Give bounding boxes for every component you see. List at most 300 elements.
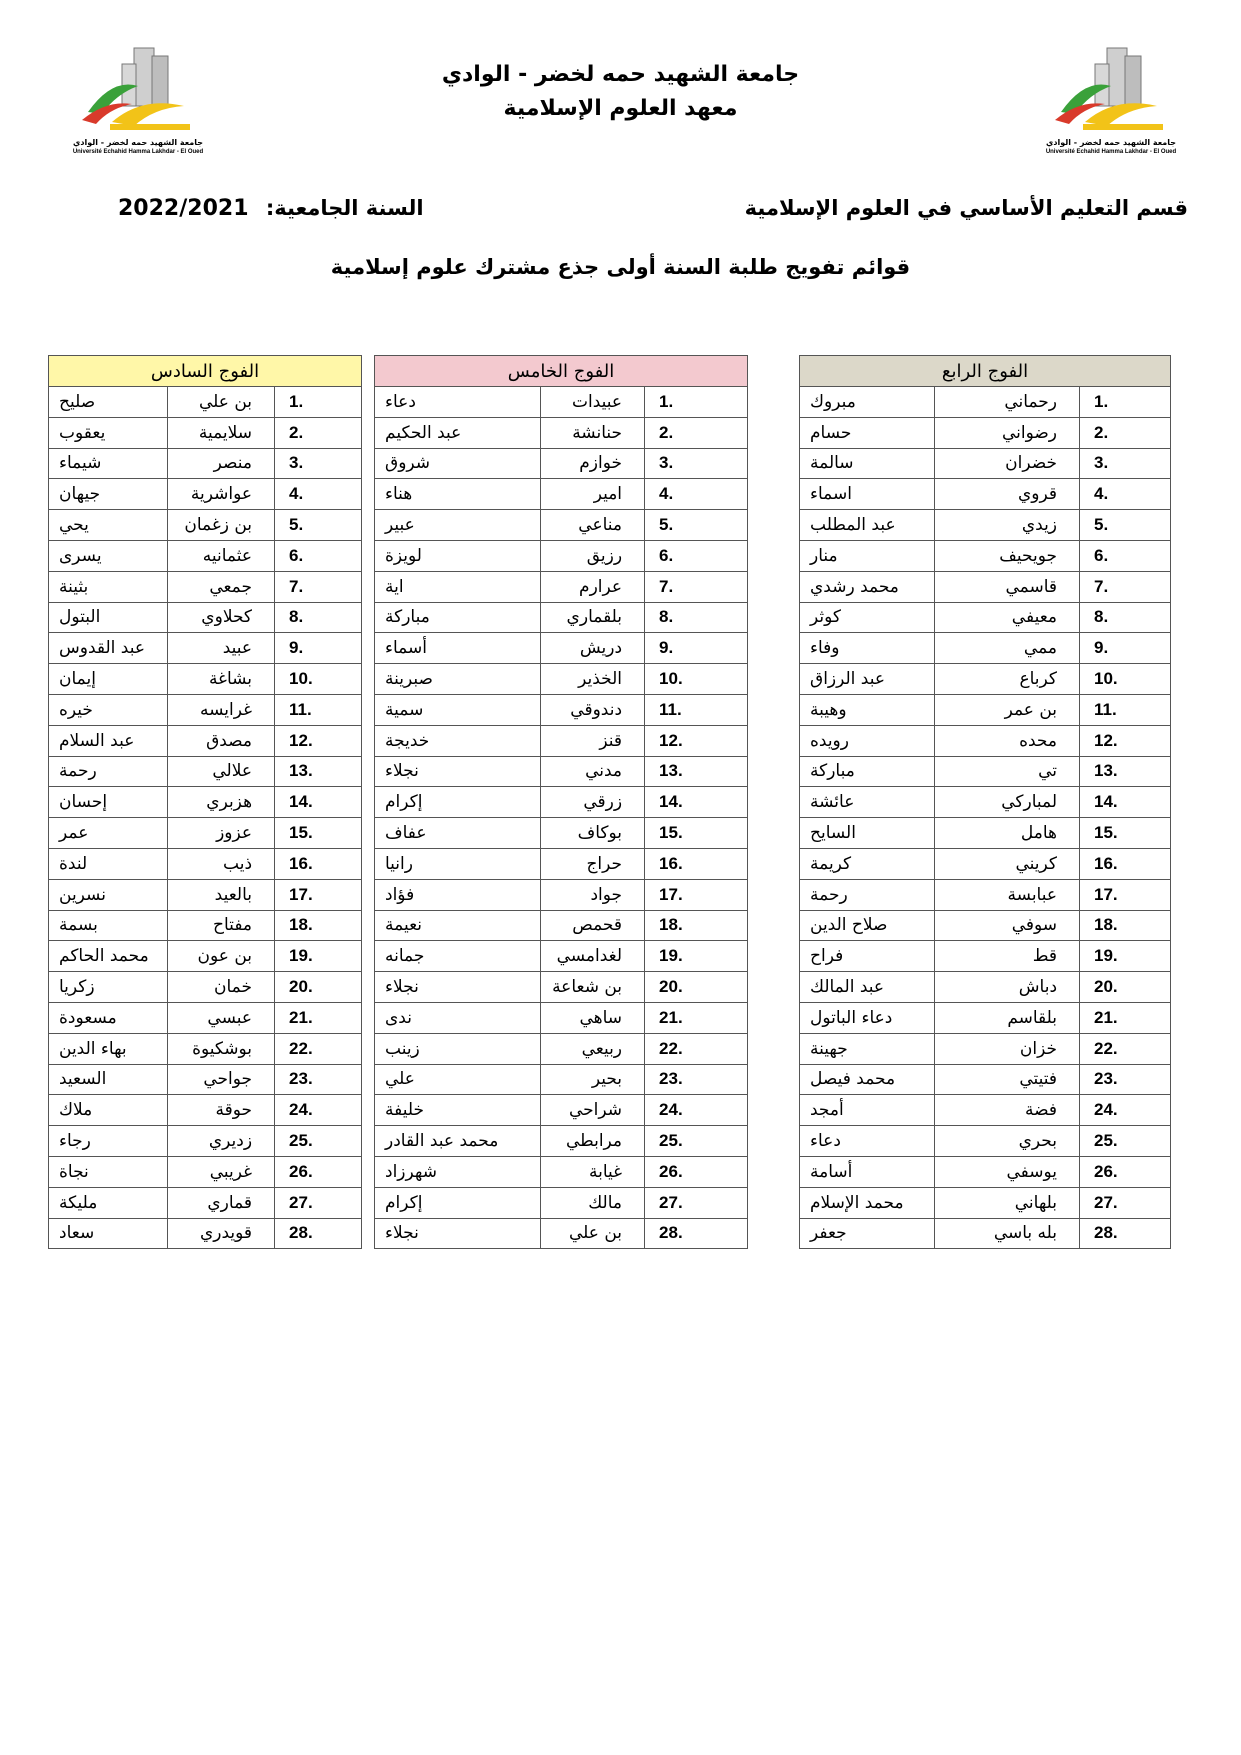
first-name: ندى xyxy=(375,1002,541,1033)
table-row xyxy=(800,910,1171,941)
row-number: 9. xyxy=(645,633,748,664)
row-number: 26. xyxy=(1080,1156,1171,1187)
row-number: 21. xyxy=(275,1002,362,1033)
last-name: معيفي xyxy=(935,602,1080,633)
row-number: 19. xyxy=(645,941,748,972)
last-name: مرابطي xyxy=(541,1126,645,1157)
logo-caption-french: Université Echahid Hamma Lakhdar - El Oued xyxy=(1045,149,1177,155)
table-row xyxy=(375,879,748,910)
first-name: نجلاء xyxy=(375,1218,541,1249)
row-number: 11. xyxy=(1080,694,1171,725)
table-row xyxy=(49,1156,362,1187)
last-name: حنانشة xyxy=(541,417,645,448)
first-name: مليكة xyxy=(49,1187,168,1218)
last-name: غريبي xyxy=(168,1156,275,1187)
last-name: قروي xyxy=(935,479,1080,510)
last-name: بوشكيوة xyxy=(168,1033,275,1064)
row-number: 2. xyxy=(275,417,362,448)
group-title: الفوج السادس xyxy=(49,356,362,387)
row-number: 3. xyxy=(645,448,748,479)
row-number: 19. xyxy=(1080,941,1171,972)
group-4-table xyxy=(799,355,1171,1249)
table-row xyxy=(375,694,748,725)
table-row xyxy=(800,1002,1171,1033)
last-name: جويحيف xyxy=(935,540,1080,571)
table-row xyxy=(49,510,362,541)
first-name: دعاء xyxy=(800,1126,935,1157)
table-row xyxy=(375,756,748,787)
group-5-table xyxy=(374,355,748,1249)
first-name: خيره xyxy=(49,694,168,725)
row-number: 27. xyxy=(645,1187,748,1218)
row-number: 28. xyxy=(1080,1218,1171,1249)
first-name: بسمة xyxy=(49,910,168,941)
table-row xyxy=(49,972,362,1003)
first-name: ملاك xyxy=(49,1095,168,1126)
group-rows xyxy=(800,387,1171,1249)
last-name: هامل xyxy=(935,818,1080,849)
last-name: بن علي xyxy=(541,1218,645,1249)
row-number: 4. xyxy=(275,479,362,510)
department-name: قسم التعليم الأساسي في العلوم الإسلامية xyxy=(744,196,1188,220)
last-name: دريش xyxy=(541,633,645,664)
logo-caption-arabic: جامعة الشهيد حمه لخضر - الوادي xyxy=(73,138,203,147)
first-name: يحي xyxy=(49,510,168,541)
row-number: 19. xyxy=(275,941,362,972)
row-number: 23. xyxy=(1080,1064,1171,1095)
last-name: ساهي xyxy=(541,1002,645,1033)
table-row xyxy=(375,941,748,972)
table-row xyxy=(49,910,362,941)
last-name: محده xyxy=(935,725,1080,756)
table-row xyxy=(49,941,362,972)
last-name: قنز xyxy=(541,725,645,756)
table-row xyxy=(49,756,362,787)
group-title: الفوج الرابع xyxy=(800,356,1171,387)
first-name: نسرين xyxy=(49,879,168,910)
table-row xyxy=(375,1156,748,1187)
academic-year xyxy=(118,196,424,221)
last-name: خزان xyxy=(935,1033,1080,1064)
first-name: هناء xyxy=(375,479,541,510)
first-name: البتول xyxy=(49,602,168,633)
row-number: 15. xyxy=(275,818,362,849)
table-row xyxy=(800,756,1171,787)
last-name: غرايسه xyxy=(168,694,275,725)
table-row xyxy=(49,387,362,418)
first-name: مباركة xyxy=(800,756,935,787)
table-row xyxy=(800,848,1171,879)
table-row xyxy=(49,664,362,695)
page-title: قوائم تفويج طلبة السنة أولى جذع مشترك علوم إسلامية xyxy=(330,255,911,279)
row-number: 22. xyxy=(645,1033,748,1064)
first-name: سالمة xyxy=(800,448,935,479)
row-number: 5. xyxy=(1080,510,1171,541)
last-name: عبسي xyxy=(168,1002,275,1033)
first-name: يعقوب xyxy=(49,417,168,448)
last-name: دباش xyxy=(935,972,1080,1003)
university-logo-icon xyxy=(1045,42,1177,138)
row-number: 1. xyxy=(275,387,362,418)
first-name: إيمان xyxy=(49,664,168,695)
table-row xyxy=(375,972,748,1003)
first-name: السايح xyxy=(800,818,935,849)
first-name: رويده xyxy=(800,725,935,756)
last-name: كحلاوي xyxy=(168,602,275,633)
row-number: 6. xyxy=(275,540,362,571)
last-name: مناعي xyxy=(541,510,645,541)
first-name: نجاة xyxy=(49,1156,168,1187)
table-row xyxy=(49,1002,362,1033)
first-name: شهرزاد xyxy=(375,1156,541,1187)
first-name: صلاح الدين xyxy=(800,910,935,941)
row-number: 14. xyxy=(1080,787,1171,818)
row-number: 4. xyxy=(645,479,748,510)
first-name: شروق xyxy=(375,448,541,479)
first-name: جمانه xyxy=(375,941,541,972)
table-row xyxy=(800,1095,1171,1126)
table-row xyxy=(49,633,362,664)
table-row xyxy=(800,694,1171,725)
row-number: 27. xyxy=(1080,1187,1171,1218)
table-row xyxy=(800,448,1171,479)
table-row xyxy=(375,417,748,448)
last-name: قويدري xyxy=(168,1218,275,1249)
last-name: بن زغمان xyxy=(168,510,275,541)
last-name: مالك xyxy=(541,1187,645,1218)
row-number: 22. xyxy=(1080,1033,1171,1064)
table-row xyxy=(49,1033,362,1064)
table-row xyxy=(49,479,362,510)
row-number: 5. xyxy=(645,510,748,541)
last-name: رضواني xyxy=(935,417,1080,448)
table-row xyxy=(49,848,362,879)
first-name: فراح xyxy=(800,941,935,972)
last-name: ممي xyxy=(935,633,1080,664)
first-name: اية xyxy=(375,571,541,602)
last-name: خوازم xyxy=(541,448,645,479)
group-rows xyxy=(49,387,362,1249)
table-row xyxy=(800,787,1171,818)
first-name: إكرام xyxy=(375,787,541,818)
row-number: 14. xyxy=(275,787,362,818)
table-row xyxy=(49,571,362,602)
last-name: سوفي xyxy=(935,910,1080,941)
row-number: 15. xyxy=(645,818,748,849)
first-name: عمر xyxy=(49,818,168,849)
row-number: 28. xyxy=(275,1218,362,1249)
last-name: سلايمية xyxy=(168,417,275,448)
row-number: 1. xyxy=(645,387,748,418)
table-row xyxy=(800,602,1171,633)
last-name: بالعيد xyxy=(168,879,275,910)
last-name: الخذير xyxy=(541,664,645,695)
last-name: رزيق xyxy=(541,540,645,571)
table-row xyxy=(49,1187,362,1218)
logo-caption-french: Université Echahid Hamma Lakhdar - El Oued xyxy=(72,149,204,155)
last-name: زيدي xyxy=(935,510,1080,541)
table-row xyxy=(375,1002,748,1033)
last-name: خمان xyxy=(168,972,275,1003)
last-name: رحماني xyxy=(935,387,1080,418)
table-row xyxy=(49,694,362,725)
last-name: فتيتي xyxy=(935,1064,1080,1095)
first-name: وفاء xyxy=(800,633,935,664)
row-number: 20. xyxy=(1080,972,1171,1003)
last-name: عبيد xyxy=(168,633,275,664)
first-name: جهينة xyxy=(800,1033,935,1064)
last-name: دندوقي xyxy=(541,694,645,725)
table-row xyxy=(375,540,748,571)
table-row xyxy=(49,602,362,633)
last-name: بلقماري xyxy=(541,602,645,633)
first-name: إحسان xyxy=(49,787,168,818)
table-row xyxy=(49,417,362,448)
row-number: 16. xyxy=(275,848,362,879)
row-number: 20. xyxy=(645,972,748,1003)
table-row xyxy=(800,941,1171,972)
row-number: 7. xyxy=(645,571,748,602)
row-number: 26. xyxy=(645,1156,748,1187)
last-name: كريني xyxy=(935,848,1080,879)
row-number: 12. xyxy=(1080,725,1171,756)
first-name: لندة xyxy=(49,848,168,879)
first-name: عبد الحكيم xyxy=(375,417,541,448)
last-name: بن عمر xyxy=(935,694,1080,725)
last-name: بن عون xyxy=(168,941,275,972)
last-name: عبابسة xyxy=(935,879,1080,910)
first-name: محمد فيصل xyxy=(800,1064,935,1095)
first-name: زكريا xyxy=(49,972,168,1003)
table-row xyxy=(375,725,748,756)
last-name: عبيدات xyxy=(541,387,645,418)
first-name: مباركة xyxy=(375,602,541,633)
table-row xyxy=(800,633,1171,664)
last-name: حوقة xyxy=(168,1095,275,1126)
last-name: بحري xyxy=(935,1126,1080,1157)
row-number: 8. xyxy=(275,602,362,633)
table-row xyxy=(375,1095,748,1126)
table-row xyxy=(49,1064,362,1095)
first-name: كوثر xyxy=(800,602,935,633)
table-row xyxy=(375,1218,748,1249)
first-name: مبروك xyxy=(800,387,935,418)
table-row xyxy=(800,540,1171,571)
row-number: 18. xyxy=(645,910,748,941)
table-row xyxy=(800,1126,1171,1157)
row-number: 10. xyxy=(1080,664,1171,695)
first-name: صليح xyxy=(49,387,168,418)
row-number: 25. xyxy=(1080,1126,1171,1157)
table-row xyxy=(800,387,1171,418)
last-name: يوسفي xyxy=(935,1156,1080,1187)
first-name: زينب xyxy=(375,1033,541,1064)
row-number: 8. xyxy=(645,602,748,633)
row-number: 1. xyxy=(1080,387,1171,418)
table-row xyxy=(800,1033,1171,1064)
first-name: صبرينة xyxy=(375,664,541,695)
first-name: أسماء xyxy=(375,633,541,664)
table-row xyxy=(49,1095,362,1126)
first-name: خديجة xyxy=(375,725,541,756)
last-name: منصر xyxy=(168,448,275,479)
first-name: يسرى xyxy=(49,540,168,571)
table-row xyxy=(375,1064,748,1095)
row-number: 12. xyxy=(275,725,362,756)
last-name: ذيب xyxy=(168,848,275,879)
table-row xyxy=(375,387,748,418)
first-name: نجلاء xyxy=(375,972,541,1003)
row-number: 13. xyxy=(275,756,362,787)
first-name: إكرام xyxy=(375,1187,541,1218)
first-name: محمد رشدي xyxy=(800,571,935,602)
last-name: بحير xyxy=(541,1064,645,1095)
table-row xyxy=(800,1218,1171,1249)
last-name: زديري xyxy=(168,1126,275,1157)
last-name: عثمانيه xyxy=(168,540,275,571)
table-row xyxy=(800,664,1171,695)
table-row xyxy=(375,448,748,479)
last-name: غيابة xyxy=(541,1156,645,1187)
row-number: 7. xyxy=(1080,571,1171,602)
first-name: محمد الحاكم xyxy=(49,941,168,972)
first-name: دعاء الباتول xyxy=(800,1002,935,1033)
last-name: كرباع xyxy=(935,664,1080,695)
first-name: جعفر xyxy=(800,1218,935,1249)
table-row xyxy=(49,818,362,849)
table-row xyxy=(800,818,1171,849)
first-name: عبد القدوس xyxy=(49,633,168,664)
table-row xyxy=(49,1126,362,1157)
first-name: رانيا xyxy=(375,848,541,879)
row-number: 23. xyxy=(645,1064,748,1095)
row-number: 24. xyxy=(645,1095,748,1126)
last-name: بله باسي xyxy=(935,1218,1080,1249)
row-number: 21. xyxy=(1080,1002,1171,1033)
first-name: عائشة xyxy=(800,787,935,818)
last-name: قماري xyxy=(168,1187,275,1218)
last-name: بلقاسم xyxy=(935,1002,1080,1033)
last-name: جمعي xyxy=(168,571,275,602)
row-number: 25. xyxy=(275,1126,362,1157)
table-row xyxy=(49,879,362,910)
first-name: نعيمة xyxy=(375,910,541,941)
last-name: بن علي xyxy=(168,387,275,418)
first-name: شيماء xyxy=(49,448,168,479)
row-number: 4. xyxy=(1080,479,1171,510)
table-row xyxy=(800,725,1171,756)
first-name: عبد المطلب xyxy=(800,510,935,541)
group-title: الفوج الخامس xyxy=(375,356,748,387)
row-number: 13. xyxy=(645,756,748,787)
row-number: 18. xyxy=(275,910,362,941)
table-row xyxy=(800,479,1171,510)
row-number: 2. xyxy=(645,417,748,448)
row-number: 8. xyxy=(1080,602,1171,633)
last-name: عزوز xyxy=(168,818,275,849)
table-row xyxy=(800,1156,1171,1187)
row-number: 24. xyxy=(1080,1095,1171,1126)
first-name: عبد الرزاق xyxy=(800,664,935,695)
table-row xyxy=(375,818,748,849)
row-number: 7. xyxy=(275,571,362,602)
first-name: عبد السلام xyxy=(49,725,168,756)
last-name: زرقي xyxy=(541,787,645,818)
row-number: 25. xyxy=(645,1126,748,1157)
table-row xyxy=(800,417,1171,448)
last-name: مفتاح xyxy=(168,910,275,941)
row-number: 27. xyxy=(275,1187,362,1218)
row-number: 16. xyxy=(1080,848,1171,879)
table-row xyxy=(49,540,362,571)
institute-name: معهد العلوم الإسلامية xyxy=(503,96,738,121)
row-number: 17. xyxy=(275,879,362,910)
university-logo-icon xyxy=(72,42,204,138)
table-row xyxy=(375,510,748,541)
row-number: 9. xyxy=(275,633,362,664)
first-name: كريمة xyxy=(800,848,935,879)
first-name: خليفة xyxy=(375,1095,541,1126)
first-name: حسام xyxy=(800,417,935,448)
row-number: 9. xyxy=(1080,633,1171,664)
row-number: 15. xyxy=(1080,818,1171,849)
row-number: 14. xyxy=(645,787,748,818)
row-number: 12. xyxy=(645,725,748,756)
row-number: 2. xyxy=(1080,417,1171,448)
row-number: 6. xyxy=(1080,540,1171,571)
row-number: 22. xyxy=(275,1033,362,1064)
row-number: 3. xyxy=(275,448,362,479)
first-name: سعاد xyxy=(49,1218,168,1249)
first-name: دعاء xyxy=(375,387,541,418)
table-row xyxy=(375,602,748,633)
table-row xyxy=(49,1218,362,1249)
table-row xyxy=(375,1187,748,1218)
first-name: بهاء الدين xyxy=(49,1033,168,1064)
table-row xyxy=(375,848,748,879)
last-name: بن شعاعة xyxy=(541,972,645,1003)
row-number: 28. xyxy=(645,1218,748,1249)
first-name: رجاء xyxy=(49,1126,168,1157)
row-number: 24. xyxy=(275,1095,362,1126)
table-row xyxy=(800,879,1171,910)
row-number: 10. xyxy=(645,664,748,695)
first-name: عبير xyxy=(375,510,541,541)
table-row xyxy=(49,725,362,756)
table-row xyxy=(800,1187,1171,1218)
academic-year-label: السنة الجامعية: xyxy=(265,196,424,220)
logo-caption-arabic: جامعة الشهيد حمه لخضر - الوادي xyxy=(1046,138,1176,147)
first-name: محمد الإسلام xyxy=(800,1187,935,1218)
last-name: حراج xyxy=(541,848,645,879)
last-name: لمباركي xyxy=(935,787,1080,818)
row-number: 6. xyxy=(645,540,748,571)
last-name: شراحي xyxy=(541,1095,645,1126)
first-name: جيهان xyxy=(49,479,168,510)
table-row xyxy=(800,1064,1171,1095)
first-name: نجلاء xyxy=(375,756,541,787)
last-name: مدني xyxy=(541,756,645,787)
row-number: 20. xyxy=(275,972,362,1003)
first-name: رحمة xyxy=(49,756,168,787)
table-row xyxy=(375,1033,748,1064)
first-name: أمجد xyxy=(800,1095,935,1126)
first-name: بثينة xyxy=(49,571,168,602)
last-name: عرارم xyxy=(541,571,645,602)
last-name: فضة xyxy=(935,1095,1080,1126)
last-name: خضران xyxy=(935,448,1080,479)
last-name: علالي xyxy=(168,756,275,787)
